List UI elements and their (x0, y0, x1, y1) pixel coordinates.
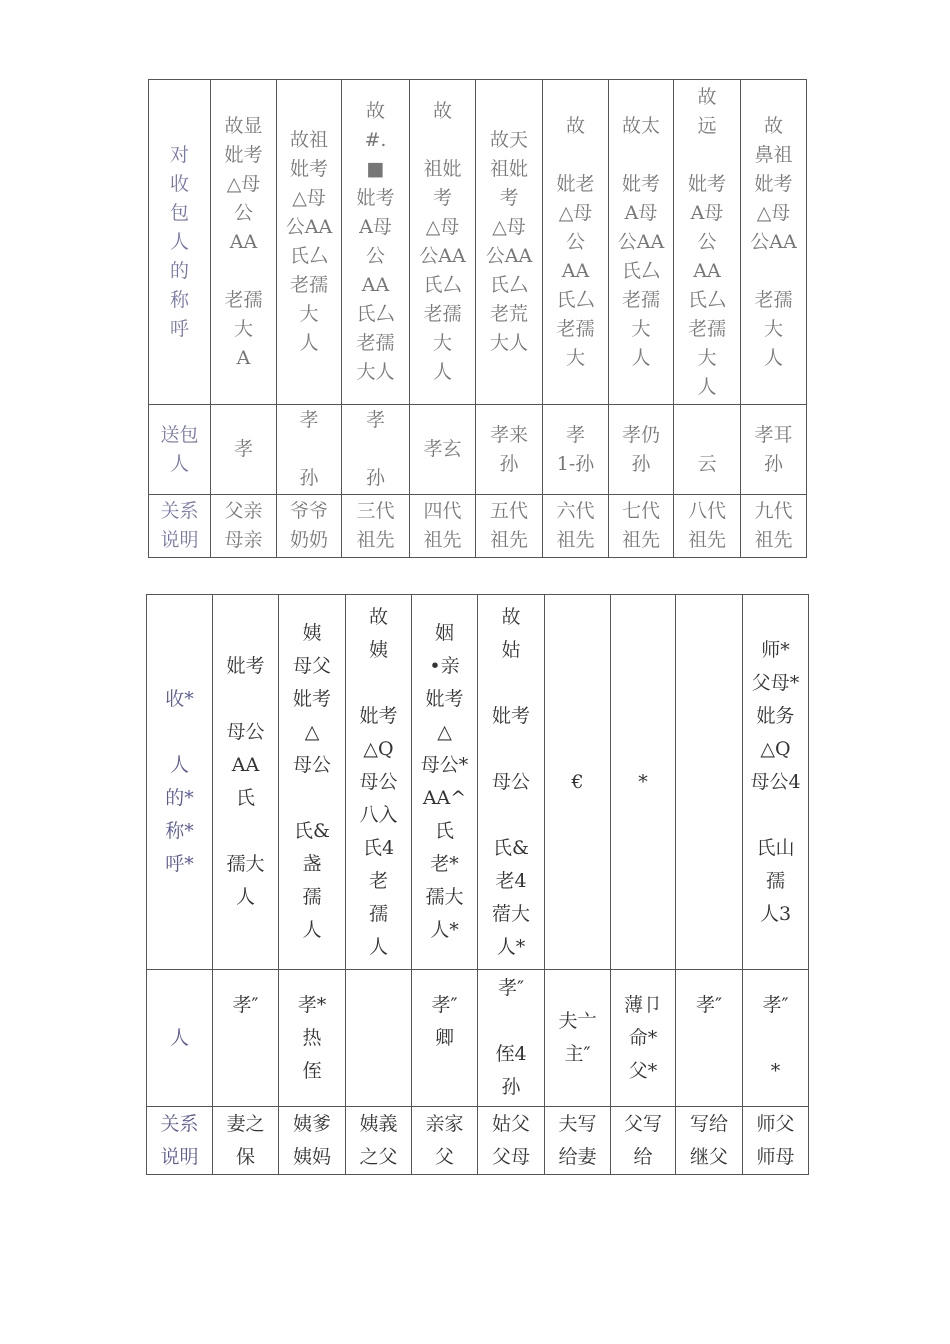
row-header (147, 1107, 213, 1175)
cell-text: 故太 妣考 A母 公AA 氏厶 老孺 大 人 (617, 114, 665, 369)
table-row (147, 1107, 809, 1175)
table-cell (743, 1107, 809, 1175)
table-cell (741, 80, 807, 405)
cell-text: 孝耳 孙 (754, 423, 793, 475)
table-cell (412, 1107, 478, 1175)
table-cell (611, 1107, 676, 1175)
table-cell (543, 495, 609, 558)
cell-text: 姨義 之父 (359, 1112, 398, 1168)
table-cell (346, 970, 412, 1107)
row-header (149, 80, 211, 405)
cell-text: 九代 祖先 (754, 500, 793, 551)
cell-text: 薄卩 命* 父* (623, 993, 662, 1082)
row-header-text: 收* 人 的* 称* 呼* (165, 688, 194, 875)
table-cell (410, 495, 476, 558)
table-cell (476, 405, 543, 495)
table-cell (741, 495, 807, 558)
cell-text: 孝″ * (762, 993, 789, 1082)
cell-text: 三代 祖先 (356, 500, 395, 551)
row-header-text: 送包 人 (160, 423, 199, 475)
cell-text: 夫写 给妻 (558, 1112, 597, 1168)
cell-text: 孝仍 孙 (621, 423, 660, 475)
table-cell (545, 1107, 611, 1175)
cell-text: 孝玄 (423, 438, 462, 460)
table-cell (342, 80, 410, 405)
table-cell (410, 80, 476, 405)
cell-text: 妣考 母公 AA 氏 孺大 人 (226, 655, 265, 908)
cell-text: 孝 孙 (299, 409, 319, 489)
table-cell (213, 1107, 279, 1175)
table-cell (277, 80, 342, 405)
cell-text: 妻之 保 (226, 1112, 265, 1168)
table-cell (674, 405, 741, 495)
cell-text: 爷爷 奶奶 (289, 500, 328, 551)
table-cell (211, 80, 277, 405)
cell-text: 姨 母父 妣考 △ 母公 氏& 盏 孺 人 (292, 622, 331, 941)
table-cell (277, 405, 342, 495)
cell-text: 亲家 父 (425, 1112, 464, 1168)
cell-text: 写给 继父 (689, 1112, 728, 1168)
cell-text: € (571, 770, 584, 793)
row-header-text: 对 收 包 人 的 称 呼 (169, 143, 189, 340)
row-header (149, 405, 211, 495)
table-cell (676, 1107, 743, 1175)
table-cell (211, 495, 277, 558)
cell-text: 孝″ (695, 993, 723, 1016)
cell-text: 孝 孙 (365, 409, 385, 489)
table-cell (412, 970, 478, 1107)
cell-text: 云 (697, 452, 717, 475)
table-cell (674, 80, 741, 405)
cell-text: 孝 1-孙 (556, 423, 595, 475)
cell-text: 故祖 妣考 △母 公AA 氏厶 老孺 大 人 (285, 129, 333, 354)
cell-text: 故 鼻祖 妣考 △母 公AA 老孺 大 人 (750, 114, 797, 369)
cell-text: 父写 给 (623, 1112, 662, 1168)
cell-text: 故 远 妣考 A母 公 AA 氏厶 老孺 大 人 (687, 85, 726, 398)
row-header-text: 人 (169, 1026, 189, 1049)
row-header (147, 970, 213, 1107)
row-header-text: 关系 说明 (160, 500, 199, 551)
cell-text: 师父 师母 (756, 1112, 795, 1168)
table-cell (676, 970, 743, 1107)
cell-text: 故 姑 妣考 母公 氏& 老4 蓿大 人* (491, 605, 530, 958)
cell-text: 孝来 孙 (489, 423, 528, 475)
relative-address-table (146, 594, 809, 1175)
table-cell (611, 970, 676, 1107)
cell-text: 姑父 父母 (491, 1112, 530, 1168)
cell-text: 故 妣老 △母 公 AA 氏厶 老孺 大 (556, 114, 595, 369)
cell-text: 孝″ 卿 (431, 993, 458, 1049)
cell-text: 孝″ (232, 993, 259, 1016)
table-cell (609, 80, 674, 405)
table-row (147, 595, 809, 970)
cell-text: 五代 祖先 (489, 500, 528, 551)
table-cell (342, 495, 410, 558)
table-cell (545, 970, 611, 1107)
table-cell (478, 595, 545, 970)
row-header (149, 495, 211, 558)
table-cell (346, 1107, 412, 1175)
cell-text: 四代 祖先 (423, 500, 462, 551)
table-cell (478, 1107, 545, 1175)
table-cell (609, 405, 674, 495)
cell-text: 孝 (233, 438, 253, 460)
table-cell (478, 970, 545, 1107)
table-cell (279, 1107, 346, 1175)
table-cell (674, 495, 741, 558)
table-cell (741, 405, 807, 495)
cell-text: * (638, 770, 648, 793)
table-cell (213, 595, 279, 970)
table-cell (609, 495, 674, 558)
table-row (149, 80, 807, 405)
cell-text: 夫亠 主″ (558, 1010, 597, 1065)
table-cell (743, 970, 809, 1107)
cell-text: 孝″ 侄4 孙 (495, 977, 527, 1098)
row-header (147, 595, 213, 970)
table-cell (342, 405, 410, 495)
table-cell (476, 495, 543, 558)
cell-text: 师* 父母* 妣务 △Q 母公4 氏山 孺 人3 (750, 638, 801, 925)
table-row (147, 970, 809, 1107)
cell-text: 姨爹 姨妈 (292, 1112, 331, 1168)
table-cell (277, 495, 342, 558)
cell-text: 六代 祖先 (556, 500, 595, 551)
ancestor-address-table (148, 79, 807, 558)
table-cell (279, 970, 346, 1107)
table-cell (476, 80, 543, 405)
table-cell (611, 595, 676, 970)
cell-text: 故 #. ■ 妣考 A母 公 AA 氏厶 老孺 大人 (356, 100, 395, 383)
cell-text: 八代 祖先 (687, 500, 726, 551)
row-header-text: 关系 说明 (160, 1112, 199, 1168)
table-cell (676, 595, 743, 970)
table-row (149, 405, 807, 495)
cell-text: 七代 祖先 (621, 500, 660, 551)
cell-text: 故 祖妣 考 △母 公AA 氏厶 老孺 大 人 (419, 100, 466, 383)
table-cell (346, 595, 412, 970)
cell-text: 故显 妣考 △母 公 AA 老孺 大 A (224, 114, 263, 369)
table-cell (743, 595, 809, 970)
table-cell (213, 970, 279, 1107)
table-cell (412, 595, 478, 970)
table-cell (543, 405, 609, 495)
table-cell (543, 80, 609, 405)
cell-text: 父亲 母亲 (224, 500, 263, 551)
cell-text: 姻 •亲 妣考 △ 母公* AA^ 氏 老* 孺大 人* (420, 622, 469, 941)
table-cell (279, 595, 346, 970)
cell-text: 故 姨 妣考 △Q 母公 八入 氏4 老 孺 人 (359, 605, 398, 958)
table-cell (410, 405, 476, 495)
table-cell (211, 405, 277, 495)
table-row (149, 495, 807, 558)
cell-text: 孝* 热 侄 (297, 993, 327, 1082)
cell-text: 故天 祖妣 考 △母 公AA 氏厶 老荒 大人 (485, 129, 533, 354)
table-cell (545, 595, 611, 970)
